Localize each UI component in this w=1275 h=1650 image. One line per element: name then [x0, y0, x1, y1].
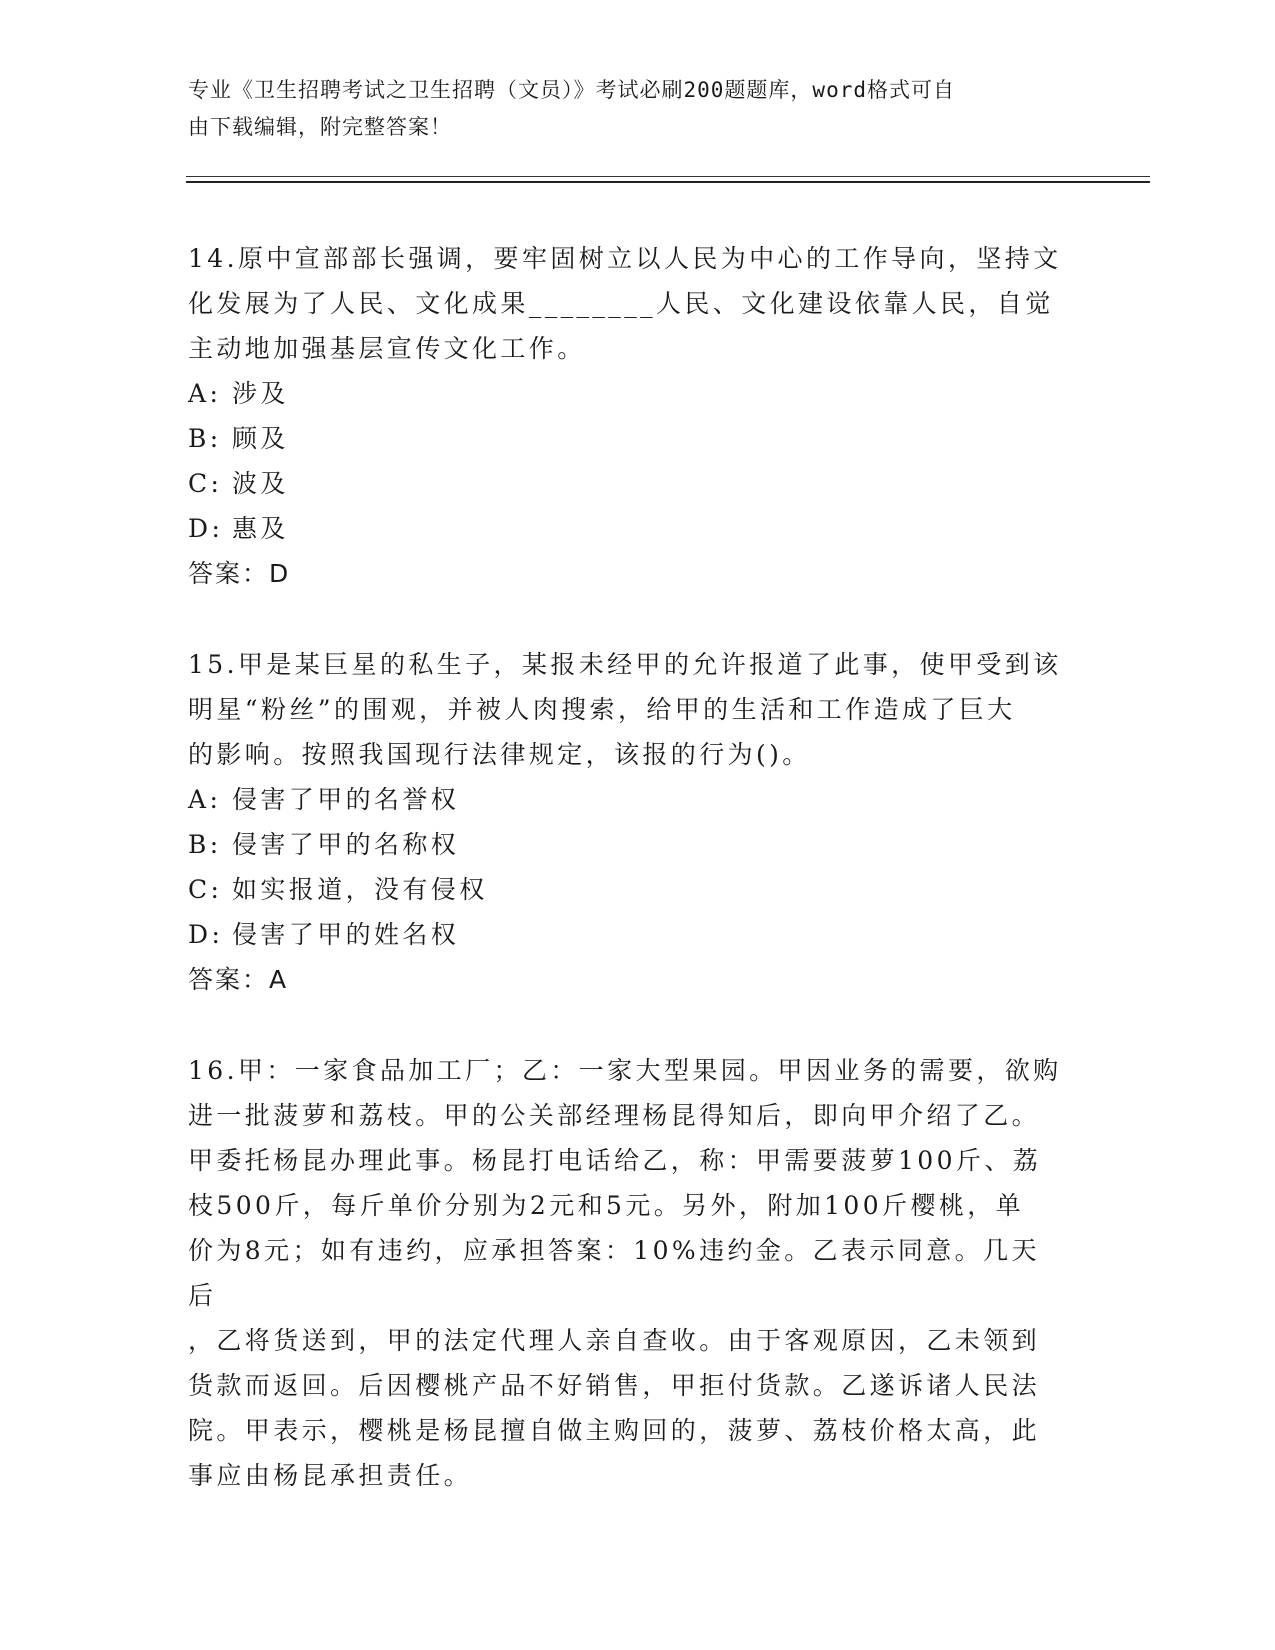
- question-stem-line: 价为8元；如有违约，应承担答案：10%违约金。乙表示同意。几天后: [188, 1236, 1040, 1310]
- option-key: D:: [188, 920, 224, 949]
- header-divider-thick: [186, 181, 1150, 183]
- option-key: D:: [188, 514, 224, 543]
- option-text: 涉及: [232, 379, 289, 408]
- header-divider-thin: [186, 176, 1150, 177]
- option-key: B:: [188, 830, 222, 859]
- question-stem-line: 枝500斤，每斤单价分别为2元和5元。另外，附加100斤樱桃，单: [188, 1191, 1025, 1220]
- option-a: [188, 371, 1068, 416]
- question-stem-line: 院。甲表示，樱桃是杨昆擅自做主购回的，菠萝、荔枝价格太高，此: [188, 1416, 1041, 1445]
- option-text: 惠及: [232, 514, 289, 543]
- option-text: 侵害了甲的名称权: [232, 830, 460, 859]
- document-header: [188, 72, 1068, 146]
- option-key: B:: [188, 424, 222, 453]
- answer-line: 答案：A: [188, 965, 289, 994]
- option-key: A:: [188, 379, 222, 408]
- option-text: 如实报道，没有侵权: [232, 875, 488, 904]
- option-text: 侵害了甲的姓名权: [232, 920, 460, 949]
- question-stem-line: 15.甲是某巨星的私生子，某报未经甲的允许报道了此事，使甲受到该: [188, 650, 1062, 679]
- question-stem-line: 明星“粉丝”的围观，并被人肉搜索，给甲的生活和工作造成了巨大: [188, 695, 1016, 724]
- header-line-1: 专业《卫生招聘考试之卫生招聘（文员）》考试必刷200题题库，word格式可自: [188, 78, 955, 102]
- question-14: [188, 236, 1068, 596]
- option-d: [188, 506, 1068, 551]
- question-stem-line: 主动地加强基层宣传文化工作。: [188, 334, 586, 363]
- question-16: [188, 1048, 1068, 1498]
- option-c: [188, 461, 1068, 506]
- header-line-2: 由下载编辑，附完整答案！: [188, 115, 452, 139]
- question-stem-line: 事应由杨昆承担责任。: [188, 1461, 473, 1490]
- option-b: [188, 416, 1068, 461]
- option-key: C:: [188, 875, 223, 904]
- question-stem-line: 16.甲：一家食品加工厂；乙：一家大型果园。甲因业务的需要，欲购: [188, 1056, 1062, 1085]
- option-text: 波及: [232, 469, 289, 498]
- option-key: C:: [188, 469, 223, 498]
- answer-line: 答案：D: [188, 559, 291, 588]
- question-stem-line: 进一批菠萝和荔枝。甲的公关部经理杨昆得知后，即向甲介绍了乙。: [188, 1101, 1041, 1130]
- option-d: [188, 912, 1068, 957]
- option-text: 顾及: [232, 424, 289, 453]
- option-a: [188, 777, 1068, 822]
- question-stem-line: 14.原中宣部部长强调，要牢固树立以人民为中心的工作导向，坚持文: [188, 244, 1062, 273]
- question-stem-line: 货款而返回。后因樱桃产品不好销售，甲拒付货款。乙遂诉诸人民法: [188, 1371, 1041, 1400]
- question-15: [188, 642, 1068, 1002]
- question-stem-line: ，乙将货送到，甲的法定代理人亲自查收。由于客观原因，乙未领到: [188, 1326, 1041, 1355]
- questions-list: [188, 236, 1068, 1544]
- question-stem-line: 的影响。按照我国现行法律规定，该报的行为()。: [188, 740, 811, 769]
- question-stem-line: 甲委托杨昆办理此事。杨昆打电话给乙，称：甲需要菠萝100斤、荔: [188, 1146, 1042, 1175]
- option-text: 侵害了甲的名誉权: [232, 785, 460, 814]
- question-stem-line: 化发展为了人民、文化成果________人民、文化建设依靠人民，自觉: [188, 289, 1054, 318]
- option-key: A:: [188, 785, 222, 814]
- option-b: [188, 822, 1068, 867]
- option-c: [188, 867, 1068, 912]
